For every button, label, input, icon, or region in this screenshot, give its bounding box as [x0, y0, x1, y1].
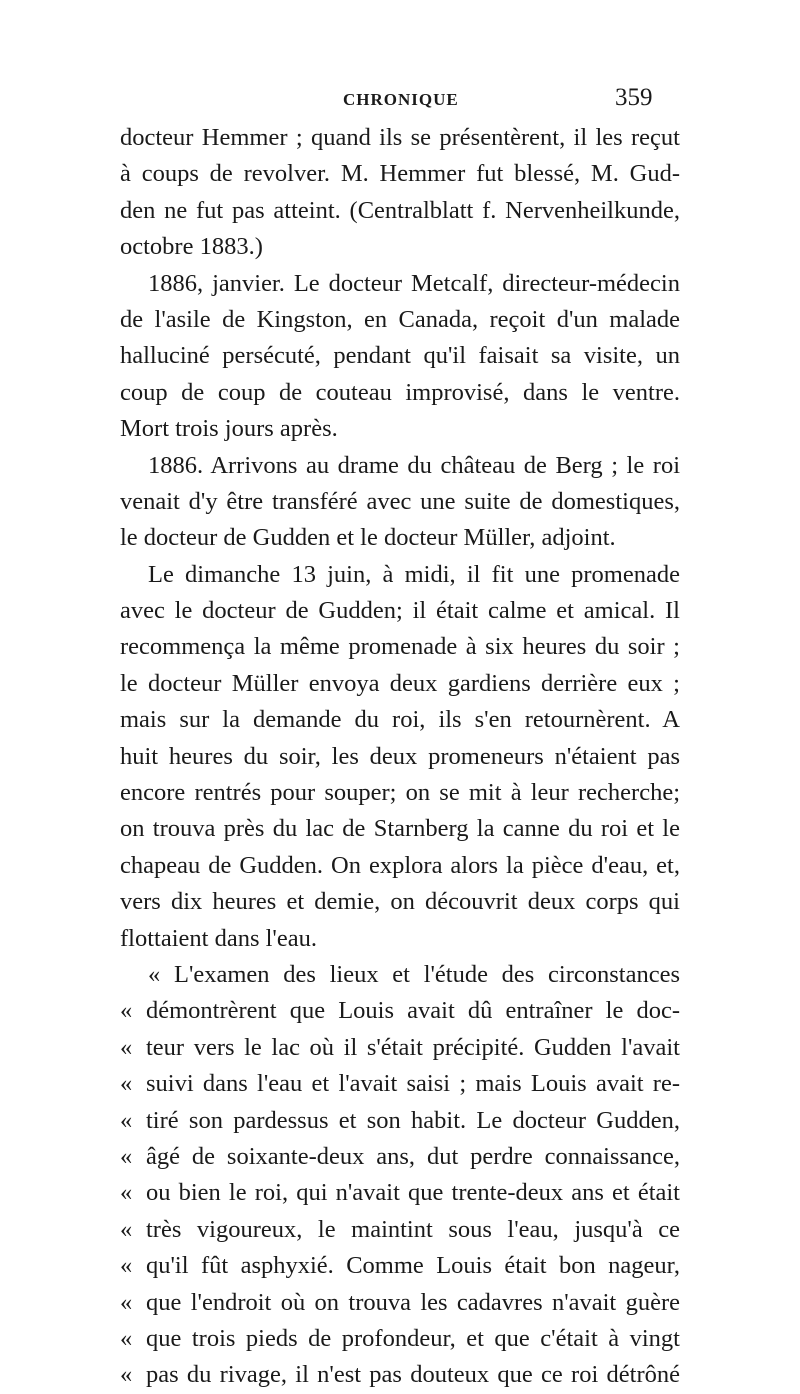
- text-line: octobre 1883.): [120, 233, 263, 261]
- quote-line: [120, 1285, 680, 1321]
- quote-line: [120, 1030, 680, 1066]
- quote-mark: «: [120, 1106, 133, 1134]
- quote-text: ou bien le roi, qui n'avait que trente-deux ans et était: [146, 1179, 680, 1207]
- quote-mark: «: [120, 1215, 133, 1243]
- text-line: mais sur la demande du roi, ils s'en retournèrent. A: [120, 706, 680, 734]
- quote-line: [120, 1066, 680, 1102]
- quote-text: qu'il fût asphyxié. Comme Louis était bon nageur,: [146, 1252, 680, 1280]
- page-number: 359: [615, 84, 653, 111]
- text-line: venait d'y être transféré avec une suite de domestiques,: [120, 487, 680, 515]
- quote-text: tiré son pardessus et son habit. Le docteur Gudden,: [146, 1106, 680, 1134]
- quote-mark: «: [120, 1361, 133, 1389]
- text-line: docteur Hemmer ; quand ils se présentèrent, il les reçut: [120, 124, 680, 151]
- quote-text: que l'endroit où on trouva les cadavres n'avait guère: [146, 1288, 680, 1316]
- text-line: Le dimanche 13 juin, à midi, il fit une promenade: [148, 560, 680, 588]
- quote-mark: «: [120, 1288, 133, 1316]
- quote-mark: «: [120, 997, 133, 1025]
- quote-line: [120, 1357, 680, 1393]
- quote-mark: «: [120, 1033, 133, 1061]
- quote-text: très vigoureux, le maintint sous l'eau, jusqu'à ce: [146, 1215, 680, 1243]
- quote-text: suivi dans l'eau et l'avait saisi ; mais Louis avait re-: [146, 1070, 680, 1098]
- text-line: flottaient dans l'eau.: [120, 924, 317, 952]
- text-line: 1886, janvier. Le docteur Metcalf, directeur-médecin: [148, 269, 680, 297]
- quote-text: pas du rivage, il n'est pas douteux que ce roi détrôné: [146, 1361, 680, 1389]
- quote-text: que trois pieds de profondeur, et que c'était à vingt: [146, 1324, 680, 1352]
- quote-text: démontrèrent que Louis avait dû entraîner le doc-: [146, 997, 680, 1025]
- text-line: vers dix heures et demie, on découvrit deux corps qui: [120, 888, 680, 916]
- quote-line: [120, 1248, 680, 1284]
- text-line: den ne fut pas atteint. (Centralblatt f. Nervenheilkunde,: [120, 196, 680, 224]
- quote-text: âgé de soixante-deux ans, dut perdre connaissance,: [146, 1142, 680, 1170]
- body-text: [120, 120, 680, 1394]
- text-line: de l'asile de Kingston, en Canada, reçoit d'un malade: [120, 305, 680, 333]
- quote-mark: «: [120, 1070, 133, 1098]
- text-line: le docteur de Gudden et le docteur Müller, adjoint.: [120, 524, 616, 552]
- running-title: CHRONIQUE: [343, 90, 459, 109]
- text-line: on trouva près du lac de Starnberg la canne du roi et le: [120, 815, 680, 843]
- page-header: [0, 84, 800, 114]
- text-line: halluciné persécuté, pendant qu'il faisait sa visite, un: [120, 342, 680, 370]
- quote-line: [120, 1103, 680, 1139]
- quote-text: L'examen des lieux et l'étude des circonstances: [174, 960, 680, 988]
- text-line: à coups de revolver. M. Hemmer fut blessé, M. Gud-: [120, 160, 680, 188]
- text-line: coup de coup de couteau improvisé, dans le ventre.: [120, 378, 680, 406]
- text-line: chapeau de Gudden. On explora alors la pièce d'eau, et,: [120, 851, 680, 879]
- text-line: avec le docteur de Gudden; il était calme et amical. Il: [120, 597, 680, 625]
- text-line: Mort trois jours après.: [120, 415, 338, 443]
- quote-mark: «: [120, 1324, 133, 1352]
- quote-line: [120, 1175, 680, 1211]
- text-line: recommença la même promenade à six heures du soir ;: [120, 633, 680, 661]
- quote-line: [120, 1139, 680, 1175]
- text-line: 1886. Arrivons au drame du château de Berg ; le roi: [148, 451, 680, 479]
- text-line: huit heures du soir, les deux promeneurs n'étaient pas: [120, 742, 680, 770]
- quote-mark: «: [120, 1252, 133, 1280]
- quote-mark: «: [120, 1142, 133, 1170]
- quote-mark: «: [148, 960, 161, 988]
- quote-line: [120, 957, 680, 993]
- quote-text: teur vers le lac où il s'était précipité. Gudden l'avait: [146, 1033, 680, 1061]
- quote-line: [120, 993, 680, 1029]
- quote-mark: «: [120, 1179, 133, 1207]
- text-line: encore rentrés pour souper; on se mit à leur recherche;: [120, 779, 680, 807]
- quote-line: [120, 1321, 680, 1357]
- text-line: le docteur Müller envoya deux gardiens derrière eux ;: [120, 669, 680, 697]
- quote-line: [120, 1212, 680, 1248]
